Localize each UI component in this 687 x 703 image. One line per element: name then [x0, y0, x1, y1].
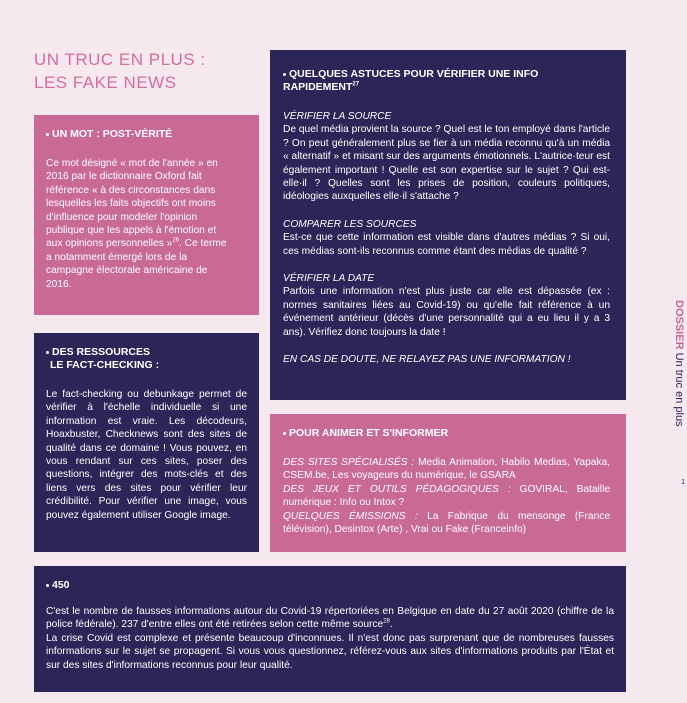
stat-box	[34, 566, 626, 692]
side-running-head	[673, 300, 687, 500]
footnote-ref: 28	[383, 619, 390, 626]
heading-line-2: LES FAKE NEWS	[34, 73, 177, 92]
ressources-box	[34, 333, 259, 552]
verifier-date-body: Parfois une information n'est plus juste car elle est dépassée (ex : normes sanitaires liées au Covid-19) ou qu'elle fait référence à un événement antérieur (décès d'une personnalité qui a eu lieu il y a 3 ans). Vérifiez donc toujours la date !	[283, 286, 610, 338]
bullet-icon	[283, 73, 286, 76]
page-number: 1	[681, 479, 685, 486]
bullet-icon	[46, 351, 49, 354]
post-verite-body: Ce mot désigné « mot de l'année » en 2016 par le dictionnaire Oxford fait référence « à des circonstances dans lesquelles les faits objectifs ont moins d'influence pour modeler l'opinion publique que les appels à l'émotion et aux opinions personnelles »$^{26}$. Ce terme a notamment émergé lors de la campagne électorale américaine de 2016.	[46, 158, 227, 290]
post-verite-box	[34, 115, 259, 315]
bullet-icon	[46, 133, 49, 136]
astuces-box	[270, 50, 626, 400]
verifier-date-heading: VÉRIFIER LA DATE	[283, 273, 375, 285]
ressources-body: Le fact-checking ou debunkage permet de vérifier à l'échelle individuelle si une information est vraie. Les décodeurs, Hoaxbuster, Checknews sont des sites de qualité dans ce domaine ! Vous pouvez, en vous rendant sur ces sites, poser des questions, intégrer des mots-clés et des liens vers des sites pour vérifier leur crédibilité. Pour vérifier une image, vous pouvez également utiliser Google image.	[46, 389, 247, 521]
heading-line-1: UN TRUC EN PLUS :	[34, 50, 206, 69]
stat-paragraph-2: La crise Covid est complexe et présente beaucoup d'inconnues. Il n'est donc pas surprenant que de nombreuses fausses informations sur le sujet se propagent. Si vous vous questionnez, référez-vous aux sites d'informations produits par l'État et sur des sites d'informations reconnus pour leur qualité.	[46, 632, 614, 671]
page-heading	[34, 48, 206, 94]
verifier-source-body: De quel média provient la source ? Quel est le ton employé dans l'article ? On peut généralement plus se fier à un média reconnu qu'à un média « alternatif » et misant sur des arguments émotionnels. L'autrice·teur est également important ! Quelle est son expertise sur le sujet ? Qui est-elle·il ? Quelles sont les prises de position, couleurs politiques, idéologies auxquelles elle·il s'attache ?	[283, 124, 610, 203]
animer-title: POUR ANIMER ET S'INFORMER	[283, 427, 610, 440]
ressources-title: DES RESSOURCES LE FACT-CHECKING :	[46, 346, 247, 372]
comparer-sources-body: Est-ce que cette information est visible dans d'autres médias ? Si oui, ces médias sont-ils reconnus comme étant des médias de qualité ?	[283, 232, 610, 257]
stat-paragraph-1: C'est le nombre de fausses informations autour du Covid-19 répertoriées en Belgique en date du 27 août 2020 (chiffre de la police fédérale). 237 d'entre elles ont été retirées selon cette même source$^{28}$.	[46, 606, 614, 631]
animer-sites: DES SITES SPÉCIALISÉS : Media Animation, Habilo Medias, Yapaka, CSEM.be, Les voyageurs du numérique, le GSARA	[283, 457, 610, 482]
comparer-sources-heading: COMPARER LES SOURCES	[283, 218, 417, 230]
footnote-ref: 26	[172, 238, 179, 245]
bullet-icon	[46, 584, 49, 587]
animer-emissions: QUELQUES ÉMISSIONS : La Fabrique du mensonge (France télévision), Desintox (Arte) , Vrai ou Fake (Franceinfo)	[283, 510, 611, 536]
topic-label: Un truc en plus	[673, 352, 685, 427]
closing-advice: EN CAS DE DOUTE, NE RELAYEZ PAS UNE INFORMATION !	[283, 354, 571, 366]
stat-title: 450	[46, 579, 614, 592]
astuces-title: QUELQUES ASTUCES POUR VÉRIFIER UNE INFO RAPIDEMENT$^{27}$	[283, 68, 539, 93]
animer-jeux: DES JEUX ET OUTILS PÉDAGOGIQUES : GOVIRAL, Bataille numérique : Info ou Intox ?	[283, 483, 611, 509]
verifier-source-heading: VÉRIFIER LA SOURCE	[283, 111, 392, 122]
bullet-icon	[283, 432, 286, 435]
section-label: DOSSIER	[673, 300, 685, 350]
post-verite-title: UN MOT : POST-VÉRITÉ	[46, 128, 247, 141]
animer-box	[270, 414, 626, 552]
footnote-ref: 27	[352, 81, 360, 88]
